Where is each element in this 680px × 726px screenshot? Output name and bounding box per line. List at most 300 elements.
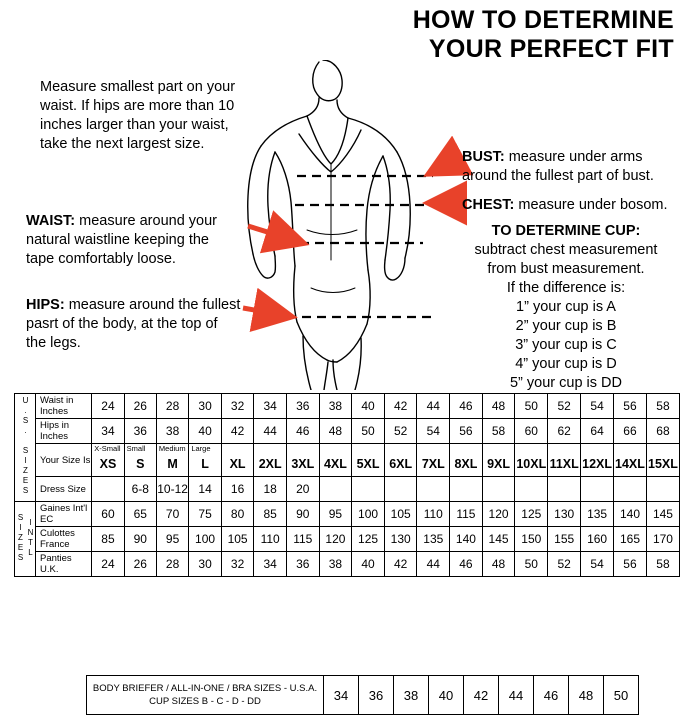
cell-value: XL xyxy=(229,457,246,471)
cell-your_size-3 xyxy=(189,444,222,477)
cell-value: 14 xyxy=(198,482,212,496)
cell-dress-11 xyxy=(450,477,483,502)
callout-determine-cup xyxy=(452,222,680,393)
cell-value: S xyxy=(136,457,145,471)
cell-value: 85 xyxy=(263,507,277,521)
cell-hips-11 xyxy=(450,419,483,444)
cell-dress-2 xyxy=(156,477,188,502)
cell-value: 42 xyxy=(393,399,408,413)
cell-your_size-0 xyxy=(92,444,124,477)
cell-value: XS xyxy=(99,457,117,471)
cell-gaines-7 xyxy=(319,502,352,527)
cell-gaines-2 xyxy=(156,502,188,527)
cell-gaines-13 xyxy=(515,502,548,527)
cell-size-sup-3: Large xyxy=(191,444,211,453)
cell-value: 130 xyxy=(554,507,575,521)
cell-culottes-12 xyxy=(482,527,515,552)
cell-your_size-15 xyxy=(581,444,614,477)
cell-hips-15 xyxy=(581,419,614,444)
cell-dress-8 xyxy=(352,477,385,502)
cell-value: 70 xyxy=(165,507,180,521)
cell-value: 40 xyxy=(361,399,375,413)
cell-value: 44 xyxy=(263,424,277,438)
cell-gaines-5 xyxy=(254,502,287,527)
cell-gaines-10 xyxy=(417,502,450,527)
cell-panties-11 xyxy=(450,552,483,577)
cell-size-sup-0: X-Small xyxy=(94,444,121,453)
cell-value: 170 xyxy=(652,532,673,546)
callout-hips xyxy=(26,296,241,353)
cell-culottes-2 xyxy=(156,527,188,552)
cell-value: 26 xyxy=(133,557,147,571)
cell-hips-16 xyxy=(614,419,647,444)
cell-your_size-4 xyxy=(221,444,254,477)
cell-hips-3 xyxy=(189,419,222,444)
cell-dress-7 xyxy=(319,477,352,502)
side-label-intl-sizes-text: INTL SIZES xyxy=(16,512,35,563)
cell-value: 165 xyxy=(619,532,640,546)
cell-value: 125 xyxy=(358,532,379,546)
bra-size-cell-8: 50 xyxy=(604,676,639,715)
bra-size-cell-4: 42 xyxy=(464,676,499,715)
callout-chest-text: measure under bosom. xyxy=(514,197,668,213)
cell-panties-13 xyxy=(515,552,548,577)
bra-size-cell-7: 48 xyxy=(569,676,604,715)
row-label-your_size: Your Size Is xyxy=(36,444,92,477)
cell-value: 56 xyxy=(623,399,637,413)
cell-culottes-3 xyxy=(189,527,222,552)
cell-dress-4 xyxy=(221,477,254,502)
cup-size-line: 5” your cup is DD xyxy=(509,375,622,391)
cell-panties-14 xyxy=(548,552,581,577)
table-row xyxy=(15,502,680,527)
cell-value: 50 xyxy=(524,557,538,571)
cell-culottes-11 xyxy=(450,527,483,552)
cell-waist-15 xyxy=(581,394,614,419)
cell-gaines-15 xyxy=(581,502,614,527)
cell-size-sup-1: Small xyxy=(126,444,146,453)
cell-value: 140 xyxy=(619,507,640,521)
cell-waist-16 xyxy=(614,394,647,419)
cell-value: 80 xyxy=(230,507,245,521)
cell-gaines-6 xyxy=(286,502,319,527)
cell-value: 60 xyxy=(101,507,115,521)
row-label-culottes: Culottes France xyxy=(36,527,92,552)
cell-culottes-0 xyxy=(92,527,124,552)
callout-measure-waist-text: Measure smallest part on your waist. If hips are more than 10 inches larger than your waist, take the next largest size. xyxy=(40,79,236,152)
cell-gaines-0 xyxy=(92,502,124,527)
callout-waist xyxy=(26,212,241,269)
cell-waist-2 xyxy=(156,394,188,419)
cell-dress-13 xyxy=(515,477,548,502)
cell-value: 65 xyxy=(133,507,147,521)
cell-hips-8 xyxy=(352,419,385,444)
cell-dress-10 xyxy=(417,477,450,502)
cell-value: 18 xyxy=(263,482,277,496)
cell-dress-6 xyxy=(286,477,319,502)
cell-value: 48 xyxy=(491,399,506,413)
cell-value: 140 xyxy=(455,532,476,546)
cell-value: 34 xyxy=(263,399,277,413)
cell-panties-7 xyxy=(319,552,352,577)
cell-value: 5XL xyxy=(356,457,380,471)
cell-value: 95 xyxy=(165,532,180,546)
cell-value: 42 xyxy=(393,557,408,571)
callout-chest-label: CHEST: xyxy=(462,197,515,213)
cell-panties-1 xyxy=(124,552,156,577)
cell-value: 150 xyxy=(521,532,542,546)
cell-value: 44 xyxy=(426,399,440,413)
cell-waist-0 xyxy=(92,394,124,419)
cell-gaines-9 xyxy=(384,502,417,527)
cell-value: 40 xyxy=(198,424,212,438)
cell-waist-8 xyxy=(352,394,385,419)
cell-value: 120 xyxy=(325,532,346,546)
cell-value: 38 xyxy=(328,399,343,413)
cell-waist-11 xyxy=(450,394,483,419)
cell-panties-3 xyxy=(189,552,222,577)
cell-value: 34 xyxy=(101,424,115,438)
cell-value: 46 xyxy=(296,424,310,438)
cell-value: 130 xyxy=(390,532,411,546)
cell-value: 30 xyxy=(198,557,212,571)
cell-your_size-14 xyxy=(548,444,581,477)
cell-value: 54 xyxy=(590,399,604,413)
cell-value: 120 xyxy=(488,507,509,521)
cell-value: 14XL xyxy=(615,457,645,471)
cup-size-line: 1” your cup is A xyxy=(516,299,616,315)
cell-hips-2 xyxy=(156,419,188,444)
cell-value: 48 xyxy=(328,424,343,438)
cell-value: 11XL xyxy=(549,457,579,471)
cell-value: 135 xyxy=(587,507,608,521)
cell-culottes-8 xyxy=(352,527,385,552)
callout-bust-label: BUST: xyxy=(462,149,505,165)
cell-dress-16 xyxy=(614,477,647,502)
cell-dress-0 xyxy=(92,477,124,502)
cell-value: 100 xyxy=(358,507,379,521)
cell-value: 145 xyxy=(488,532,509,546)
cell-value: 46 xyxy=(459,557,473,571)
cell-gaines-14 xyxy=(548,502,581,527)
cell-hips-17 xyxy=(646,419,679,444)
cell-value: 54 xyxy=(426,424,440,438)
row-label-dress: Dress Size xyxy=(36,477,92,502)
cell-value: 34 xyxy=(263,557,277,571)
cell-your_size-1 xyxy=(124,444,156,477)
cell-dress-17 xyxy=(646,477,679,502)
cell-culottes-1 xyxy=(124,527,156,552)
cell-hips-6 xyxy=(286,419,319,444)
cell-value: M xyxy=(167,457,178,471)
cell-waist-12 xyxy=(482,394,515,419)
cell-value: 155 xyxy=(554,532,575,546)
bra-size-description-line-2: CUP SIZES B - C - D - DD xyxy=(149,696,261,707)
cell-panties-6 xyxy=(286,552,319,577)
cell-your_size-7 xyxy=(319,444,352,477)
cell-your_size-6 xyxy=(286,444,319,477)
cell-value: 7XL xyxy=(421,457,445,471)
cell-hips-1 xyxy=(124,419,156,444)
cell-panties-10 xyxy=(417,552,450,577)
cell-waist-14 xyxy=(548,394,581,419)
cell-culottes-7 xyxy=(319,527,352,552)
cell-gaines-11 xyxy=(450,502,483,527)
cell-dress-5 xyxy=(254,477,287,502)
cell-value: 15XL xyxy=(648,457,678,471)
bra-size-cell-6: 46 xyxy=(534,676,569,715)
cell-value: 95 xyxy=(328,507,343,521)
cell-panties-4 xyxy=(221,552,254,577)
cell-value: 52 xyxy=(557,399,571,413)
cell-dress-15 xyxy=(581,477,614,502)
cell-value: 85 xyxy=(101,532,115,546)
cell-culottes-6 xyxy=(286,527,319,552)
cell-value: 125 xyxy=(521,507,542,521)
cell-gaines-8 xyxy=(352,502,385,527)
cell-hips-12 xyxy=(482,419,515,444)
cell-culottes-10 xyxy=(417,527,450,552)
bra-size-cell-0: 34 xyxy=(324,676,359,715)
row-label-gaines: Gaines Int'l EC xyxy=(36,502,92,527)
cell-value: 48 xyxy=(491,557,506,571)
cup-title: TO DETERMINE CUP: xyxy=(491,223,641,239)
cup-size-line: 2” your cup is B xyxy=(515,318,617,334)
cell-value: 24 xyxy=(101,399,115,413)
cell-value: 36 xyxy=(296,557,310,571)
cell-value: 60 xyxy=(524,424,538,438)
cell-value: 110 xyxy=(260,532,280,546)
cell-hips-7 xyxy=(319,419,352,444)
cell-value: 100 xyxy=(195,532,216,546)
table-row xyxy=(15,394,680,419)
page-title-line-2: YOUR PERFECT FIT xyxy=(428,35,674,63)
cell-your_size-8 xyxy=(352,444,385,477)
cell-culottes-13 xyxy=(515,527,548,552)
cell-panties-0 xyxy=(92,552,124,577)
cell-value: 36 xyxy=(296,399,310,413)
cell-panties-12 xyxy=(482,552,515,577)
cell-your_size-5 xyxy=(254,444,287,477)
cell-value: 28 xyxy=(165,399,180,413)
cell-value: 145 xyxy=(652,507,673,521)
bra-size-description xyxy=(87,676,324,715)
cell-value: 115 xyxy=(293,532,313,546)
cell-panties-8 xyxy=(352,552,385,577)
cell-value: 64 xyxy=(590,424,604,438)
bra-size-description-line-1: BODY BRIEFER / ALL-IN-ONE / BRA SIZES - U.S.A. xyxy=(92,683,318,694)
row-label-waist: Waist in Inches xyxy=(36,394,92,419)
cell-waist-17 xyxy=(646,394,679,419)
cell-value: 115 xyxy=(456,507,476,521)
cup-sub-1: subtract chest measurement xyxy=(474,242,658,258)
cell-culottes-4 xyxy=(221,527,254,552)
cell-dress-1 xyxy=(124,477,156,502)
callout-chest xyxy=(462,196,677,215)
cell-value: 50 xyxy=(361,424,375,438)
cell-waist-4 xyxy=(221,394,254,419)
cell-value: 58 xyxy=(656,557,670,571)
cell-your_size-17 xyxy=(646,444,679,477)
cell-panties-16 xyxy=(614,552,647,577)
callout-bust-text: measure under arms around the fullest part of bust. xyxy=(462,149,654,184)
cell-your_size-12 xyxy=(482,444,515,477)
cup-size-line: 4” your cup is D xyxy=(515,356,617,372)
side-label-intl-sizes xyxy=(15,502,36,577)
cell-value: 56 xyxy=(623,557,637,571)
cell-culottes-17 xyxy=(646,527,679,552)
cell-gaines-1 xyxy=(124,502,156,527)
cell-value: 40 xyxy=(361,557,375,571)
cell-value: 32 xyxy=(230,399,245,413)
cell-size-sup-2: Medium xyxy=(158,444,186,453)
cell-value: 52 xyxy=(393,424,408,438)
cell-waist-9 xyxy=(384,394,417,419)
cell-value: 62 xyxy=(557,424,571,438)
cell-value: 2XL xyxy=(258,457,282,471)
cell-value: 4XL xyxy=(323,457,347,471)
callout-measure-waist xyxy=(40,78,250,154)
cell-your_size-9 xyxy=(384,444,417,477)
cell-your_size-16 xyxy=(614,444,647,477)
cup-size-line: 3” your cup is C xyxy=(515,337,617,353)
size-chart-table xyxy=(14,393,680,577)
table-row xyxy=(15,527,680,552)
cell-value: 30 xyxy=(198,399,212,413)
bra-size-table xyxy=(86,675,639,715)
cell-dress-12 xyxy=(482,477,515,502)
cell-value: 38 xyxy=(165,424,180,438)
cell-gaines-16 xyxy=(614,502,647,527)
side-label-us-sizes-text: U.S. SIZES xyxy=(21,396,30,496)
cell-value: 10XL xyxy=(516,457,547,471)
side-label-us-sizes xyxy=(15,394,36,502)
cell-waist-1 xyxy=(124,394,156,419)
cell-value: 46 xyxy=(459,399,473,413)
cell-culottes-15 xyxy=(581,527,614,552)
cell-value: 24 xyxy=(101,557,115,571)
cell-value: 9XL xyxy=(487,457,510,471)
cell-value: 32 xyxy=(230,557,245,571)
cell-value: 105 xyxy=(390,507,411,521)
cell-value: 56 xyxy=(459,424,473,438)
cell-value: 52 xyxy=(557,557,571,571)
cell-your_size-10 xyxy=(417,444,450,477)
table-row xyxy=(15,477,680,502)
callout-waist-label: WAIST: xyxy=(26,213,76,229)
cell-gaines-17 xyxy=(646,502,679,527)
callout-bust xyxy=(462,148,677,186)
cell-gaines-12 xyxy=(482,502,515,527)
cell-hips-13 xyxy=(515,419,548,444)
cell-value: 20 xyxy=(296,482,310,496)
cell-your_size-11 xyxy=(450,444,483,477)
cell-value: 58 xyxy=(656,399,670,413)
cell-value: 68 xyxy=(656,424,670,438)
bra-size-cell-5: 44 xyxy=(499,676,534,715)
cell-value: 3XL xyxy=(291,457,315,471)
cup-sub-2: from bust measurement. xyxy=(487,261,645,277)
cell-hips-5 xyxy=(254,419,287,444)
cell-value: 90 xyxy=(296,507,310,521)
cell-your_size-13 xyxy=(515,444,548,477)
cell-waist-7 xyxy=(319,394,352,419)
cell-hips-14 xyxy=(548,419,581,444)
cell-value: 105 xyxy=(227,532,248,546)
cell-dress-3 xyxy=(189,477,222,502)
cell-hips-0 xyxy=(92,419,124,444)
cell-gaines-4 xyxy=(221,502,254,527)
bra-size-cell-1: 36 xyxy=(359,676,394,715)
cell-panties-17 xyxy=(646,552,679,577)
cell-culottes-16 xyxy=(614,527,647,552)
cell-value: 50 xyxy=(524,399,538,413)
cell-value: 66 xyxy=(623,424,637,438)
cell-hips-9 xyxy=(384,419,417,444)
cell-value: 16 xyxy=(230,482,245,496)
cell-value: 26 xyxy=(133,399,147,413)
cell-culottes-9 xyxy=(384,527,417,552)
callout-hips-label: HIPS: xyxy=(26,297,65,313)
cell-waist-6 xyxy=(286,394,319,419)
cell-value: 90 xyxy=(133,532,147,546)
row-label-hips: Hips in Inches xyxy=(36,419,92,444)
cell-value: 160 xyxy=(587,532,608,546)
cell-value: 6-8 xyxy=(131,482,149,496)
table-row xyxy=(15,419,680,444)
cell-value: 8XL xyxy=(454,457,478,471)
table-row xyxy=(87,676,639,715)
cup-sub-3: If the difference is: xyxy=(506,280,626,296)
cell-waist-13 xyxy=(515,394,548,419)
page-title-line-1: HOW TO DETERMINE xyxy=(412,6,674,34)
cell-value: 42 xyxy=(230,424,245,438)
cell-value: 54 xyxy=(590,557,604,571)
cell-panties-15 xyxy=(581,552,614,577)
cell-dress-9 xyxy=(384,477,417,502)
cell-panties-9 xyxy=(384,552,417,577)
cell-value: 12XL xyxy=(582,457,613,471)
cell-value: 10-12 xyxy=(157,482,188,496)
cell-value: 135 xyxy=(423,532,444,546)
callout-waist-text: measure around your natural waistline keeping the tape comfortably loose. xyxy=(26,213,217,267)
cell-hips-10 xyxy=(417,419,450,444)
cell-value: L xyxy=(201,457,209,471)
cell-waist-3 xyxy=(189,394,222,419)
cup-size-list xyxy=(452,298,680,393)
cell-culottes-5 xyxy=(254,527,287,552)
cell-waist-10 xyxy=(417,394,450,419)
cell-value: 75 xyxy=(198,507,212,521)
cell-value: 36 xyxy=(133,424,147,438)
cell-value: 28 xyxy=(165,557,180,571)
cell-panties-2 xyxy=(156,552,188,577)
cell-value: 6XL xyxy=(389,457,413,471)
cell-value: 110 xyxy=(423,507,443,521)
cell-gaines-3 xyxy=(189,502,222,527)
table-row xyxy=(15,444,680,477)
cell-culottes-14 xyxy=(548,527,581,552)
bra-size-cell-2: 38 xyxy=(394,676,429,715)
row-label-panties: Panties U.K. xyxy=(36,552,92,577)
cell-dress-14 xyxy=(548,477,581,502)
cell-value: 44 xyxy=(426,557,440,571)
table-row xyxy=(15,552,680,577)
cell-value: 38 xyxy=(328,557,343,571)
cell-waist-5 xyxy=(254,394,287,419)
cell-hips-4 xyxy=(221,419,254,444)
bra-size-cell-3: 40 xyxy=(429,676,464,715)
